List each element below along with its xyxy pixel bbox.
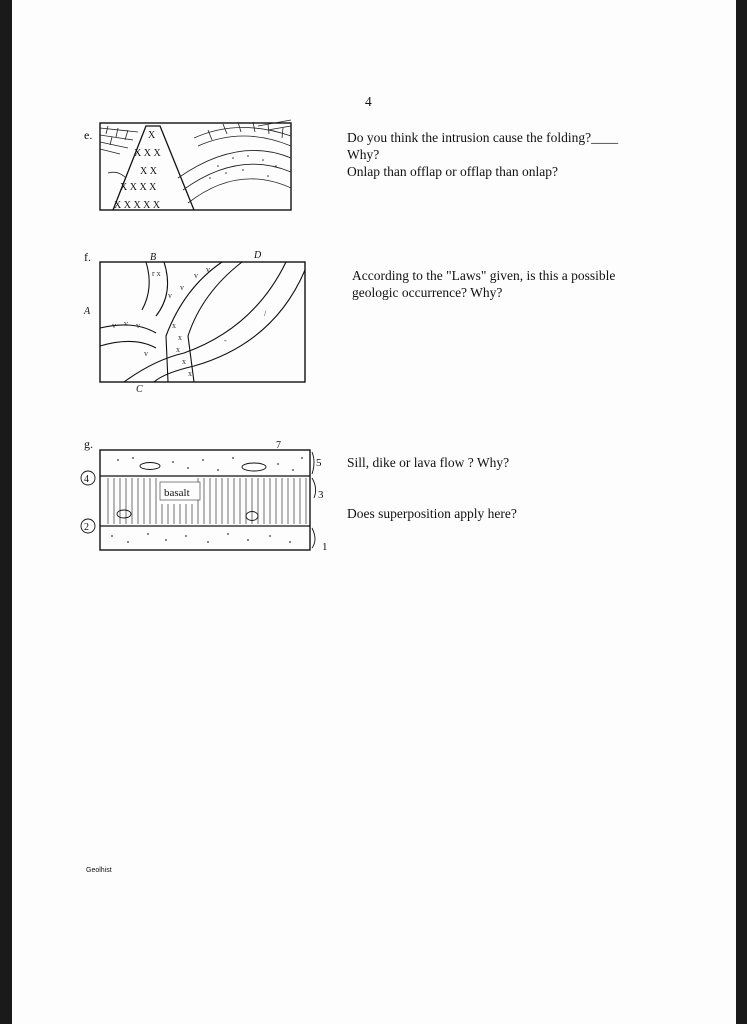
section-g-letter: g. — [84, 437, 93, 451]
question-e-1: Do you think the intrusion cause the folding?____ — [347, 130, 619, 145]
svg-text:v: v — [112, 321, 116, 330]
footer-label: Geolhist — [86, 867, 112, 874]
question-g-1: Sill, dike or lava flow ? Why? — [347, 455, 510, 470]
circle-label-4: 4 — [84, 474, 89, 485]
question-f-2: geologic occurrence? Why? — [352, 285, 503, 300]
label-a: A — [84, 306, 91, 317]
svg-text:v: v — [124, 319, 128, 328]
svg-text:/: / — [264, 309, 267, 318]
basalt-label: basalt — [164, 487, 190, 499]
diagram-f — [84, 248, 314, 393]
intrusion-mark: X — [148, 130, 156, 141]
svg-text:x: x — [172, 321, 176, 330]
label-c: C — [136, 384, 143, 395]
svg-text:X X: X X — [140, 166, 157, 177]
page-number: 4 — [365, 94, 372, 109]
diagram-g — [78, 438, 338, 558]
svg-text:x: x — [178, 333, 182, 342]
svg-text:x: x — [188, 369, 192, 378]
layer-1-label: 1 — [322, 541, 328, 553]
circle-label-2: 2 — [84, 522, 89, 533]
section-e-letter: e. — [84, 128, 93, 142]
svg-text:v: v — [180, 283, 184, 292]
svg-text:X X X: X X X — [134, 148, 161, 159]
svg-text:v: v — [136, 321, 140, 330]
svg-text:v: v — [144, 349, 148, 358]
svg-text:v: v — [168, 291, 172, 300]
diagram-e — [98, 118, 298, 213]
layer-3-label: 3 — [318, 489, 324, 501]
svg-text:x: x — [176, 345, 180, 354]
svg-text:v: v — [194, 271, 198, 280]
question-g-2: Does superposition apply here? — [347, 506, 517, 521]
svg-text:r x: r x — [152, 269, 161, 278]
question-e-3: Onlap than offlap or offlap than onlap? — [347, 164, 558, 179]
question-f-1: According to the "Laws" given, is this a possible — [352, 268, 616, 283]
svg-text:-: - — [224, 336, 227, 345]
svg-text:v: v — [206, 265, 210, 274]
section-f-letter: f. — [84, 250, 91, 264]
question-e-2: Why? — [347, 147, 380, 162]
label-d: D — [254, 250, 262, 261]
svg-text:x: x — [182, 357, 186, 366]
svg-text:X X X X X: X X X X X — [114, 200, 161, 211]
layer-5-label: 5 — [316, 457, 322, 469]
svg-text:X X X X: X X X X — [120, 182, 157, 193]
label-b: B — [150, 252, 157, 263]
corner-mark: 7 — [276, 440, 281, 451]
